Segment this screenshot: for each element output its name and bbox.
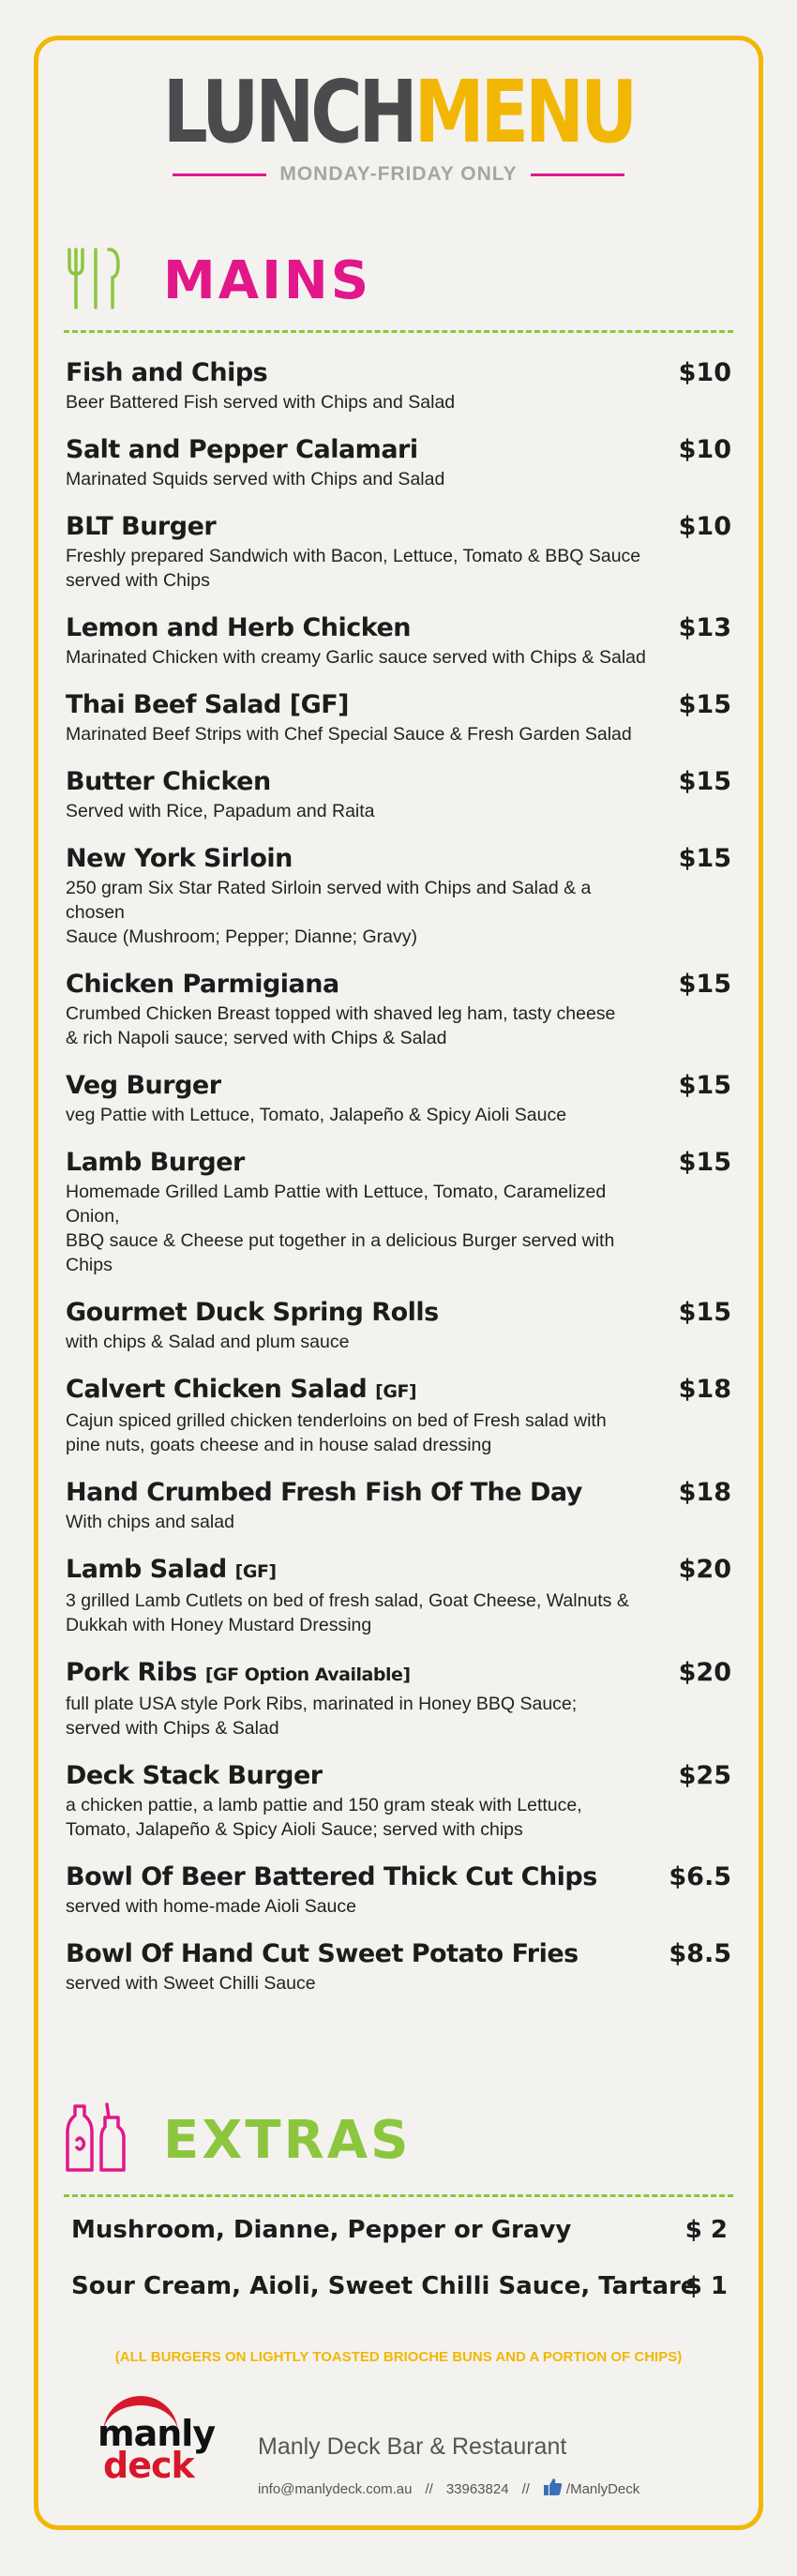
extras-list [71, 2213, 728, 2326]
menu-item-description: Marinated Chicken with creamy Garlic sauce served with Chips & Salad [66, 647, 646, 668]
menu-item-description: served with home-made Aioli Sauce [66, 1896, 356, 1917]
extra-item [71, 2269, 728, 2303]
sauce-bottles-icon [64, 2102, 139, 2178]
separator: // [521, 2480, 530, 2497]
item-name-text: Thai Beef Salad [GF] [66, 690, 350, 719]
menu-item-name [66, 1296, 731, 1330]
menu-item-name [66, 688, 731, 722]
item-name-text: Bowl Of Hand Cut Sweet Potato Fries [66, 1939, 579, 1968]
title-lunch: LUNCH [162, 62, 414, 162]
item-name-text: Salt and Pepper Calamari [66, 435, 418, 464]
mains-heading [64, 246, 371, 316]
manly-deck-logo [94, 2396, 216, 2490]
business-name: Manly Deck Bar & Restaurant [258, 2433, 567, 2460]
menu-item-description: 3 grilled Lamb Cutlets on bed of fresh salad, Goat Cheese, Walnuts & [66, 1590, 629, 1611]
subtitle-row [0, 163, 797, 186]
menu-item-name [66, 765, 731, 799]
menu-item-description: Tomato, Jalapeño & Spicy Aioli Sauce; served with chips [66, 1819, 523, 1840]
facebook-link[interactable] [543, 2477, 639, 2501]
item-name-text: Pork Ribs [66, 1658, 197, 1687]
menu-item-price: $13 [678, 613, 731, 642]
menu-item-description: Crumbed Chicken Breast topped with shaved leg ham, tasty cheese [66, 1003, 616, 1024]
menu-item-description: Sauce (Mushroom; Pepper; Dianne; Gravy) [66, 926, 417, 947]
logo-word-manly: manly [98, 2413, 216, 2454]
extra-item-name: Sour Cream, Aioli, Sweet Chilli Sauce, Tartare [71, 2272, 698, 2300]
menu-item [66, 1296, 731, 1354]
menu-item-name [66, 356, 731, 390]
page-title [72, 62, 726, 162]
menu-item-name [66, 1937, 731, 1971]
menu-item [66, 1553, 731, 1637]
menu-item-name [66, 433, 731, 467]
item-name-text: Gourmet Duck Spring Rolls [66, 1298, 439, 1327]
menu-item-price: $15 [678, 1071, 731, 1100]
separator: // [425, 2480, 433, 2497]
menu-item-description: pine nuts, goats cheese and in house salad dressing [66, 1435, 492, 1455]
menu-item-description: With chips and salad [66, 1512, 234, 1532]
item-name-text: Lamb Burger [66, 1148, 245, 1177]
item-name-text: Calvert Chicken Salad [66, 1375, 368, 1404]
menu-item [66, 611, 731, 670]
menu-item [66, 1656, 731, 1740]
menu-item-description: Freshly prepared Sandwich with Bacon, Lettuce, Tomato & BBQ Sauce [66, 546, 641, 566]
item-tag: [GF] [375, 1381, 417, 1402]
menu-item-price: $18 [678, 1375, 731, 1404]
menu-header [0, 62, 797, 186]
item-name-text: Chicken Parmigiana [66, 970, 339, 999]
menu-item [66, 765, 731, 823]
menu-item [66, 433, 731, 491]
menu-item [66, 1476, 731, 1534]
item-name-text: Fish and Chips [66, 358, 268, 387]
menu-item-description: Marinated Squids served with Chips and Salad [66, 469, 445, 490]
menu-item-name [66, 1656, 731, 1692]
extras-heading [64, 2102, 411, 2178]
menu-item-price: $20 [678, 1555, 731, 1584]
menu-item-description: Beer Battered Fish served with Chips and Salad [66, 392, 456, 413]
item-name-text: Lemon and Herb Chicken [66, 613, 412, 642]
item-name-text: BLT Burger [66, 512, 217, 541]
contact-line [258, 2477, 639, 2501]
menu-item-description: BBQ sauce & Cheese put together in a delicious Burger served with Chips [66, 1230, 615, 1275]
menu-item [66, 1860, 731, 1919]
menu-item-name [66, 1553, 731, 1589]
extra-item-price: $ 1 [684, 2272, 728, 2300]
menu-item-price: $8.5 [669, 1939, 731, 1968]
menu-item [66, 1937, 731, 1996]
menu-item-name [66, 510, 731, 544]
extras-title: EXTRAS [163, 2110, 412, 2171]
menu-item-price: $20 [678, 1658, 731, 1687]
subtitle-rule-right [531, 173, 624, 176]
menu-item-description: Marinated Beef Strips with Chef Special Sauce & Fresh Garden Salad [66, 724, 632, 745]
menu-item-description: Homemade Grilled Lamb Pattie with Lettuce, Tomato, Caramelized Onion, [66, 1182, 607, 1227]
facebook-handle: /ManlyDeck [565, 2480, 640, 2497]
menu-item-name [66, 842, 731, 876]
menu-item-price: $10 [678, 358, 731, 387]
menu-item-name [66, 1069, 731, 1103]
menu-item-price: $6.5 [669, 1862, 731, 1891]
subtitle: MONDAY-FRIDAY ONLY [279, 163, 518, 185]
menu-item-description: Cajun spiced grilled chicken tenderloins on bed of Fresh salad with [66, 1410, 607, 1431]
menu-item-description: & rich Napoli sauce; served with Chips & Salad [66, 1028, 447, 1048]
menu-item-price: $15 [678, 1298, 731, 1327]
mains-divider [64, 330, 733, 333]
menu-item-name [66, 1860, 731, 1894]
menu-item-description: served with Chips & Salad [66, 1718, 279, 1739]
menu-item-name [66, 1476, 731, 1510]
item-name-text: New York Sirloin [66, 844, 293, 873]
menu-item [66, 688, 731, 746]
menu-item-description: Served with Rice, Papadum and Raita [66, 801, 375, 821]
menu-item [66, 1373, 731, 1457]
menu-item-name [66, 968, 731, 1002]
menu-item [66, 1759, 731, 1842]
phone-number[interactable]: 33963824 [445, 2480, 509, 2497]
menu-item-description: Dukkah with Honey Mustard Dressing [66, 1615, 372, 1635]
menu-item [66, 510, 731, 593]
item-tag: [GF Option Available] [204, 1665, 411, 1685]
item-name-text: Bowl Of Beer Battered Thick Cut Chips [66, 1862, 597, 1891]
item-name-text: Butter Chicken [66, 767, 271, 796]
item-tag: [GF] [234, 1561, 277, 1582]
footer [94, 2396, 713, 2499]
mains-title: MAINS [163, 250, 372, 311]
menu-item-description: served with Chips [66, 570, 210, 591]
item-name-text: Lamb Salad [66, 1555, 227, 1584]
menu-item-description: a chicken pattie, a lamb pattie and 150 gram steak with Lettuce, [66, 1795, 582, 1815]
menu-item-description: veg Pattie with Lettuce, Tomato, Jalapeño & Spicy Aioli Sauce [66, 1105, 567, 1125]
logo-word-deck: deck [103, 2445, 194, 2486]
menu-item-price: $25 [678, 1761, 731, 1790]
menu-item-name [66, 611, 731, 645]
item-name-text: Veg Burger [66, 1071, 221, 1100]
menu-item-name [66, 1373, 731, 1409]
menu-item-price: $10 [678, 435, 731, 464]
fork-knife-icon [64, 246, 139, 316]
extra-item-name: Mushroom, Dianne, Pepper or Gravy [71, 2216, 572, 2244]
menu-item-price: $10 [678, 512, 731, 541]
extra-item [71, 2213, 728, 2247]
menu-item [66, 842, 731, 949]
menu-item-description: full plate USA style Pork Ribs, marinated in Honey BBQ Sauce; [66, 1694, 578, 1714]
menu-item [66, 968, 731, 1050]
email-link[interactable]: info@manlydeck.com.au [258, 2480, 413, 2497]
menu-item-price: $15 [678, 1148, 731, 1177]
extras-divider [64, 2194, 733, 2197]
facebook-thumb-icon [543, 2477, 564, 2501]
menu-item-price: $15 [678, 767, 731, 796]
menu-item-description: served with Sweet Chilli Sauce [66, 1973, 316, 1994]
menu-item-name [66, 1146, 731, 1180]
subtitle-rule-left [173, 173, 266, 176]
item-name-text: Hand Crumbed Fresh Fish Of The Day [66, 1478, 582, 1507]
menu-item-price: $15 [678, 690, 731, 719]
menu-item-description: with chips & Salad and plum sauce [66, 1332, 350, 1352]
menu-item-price: $18 [678, 1478, 731, 1507]
item-name-text: Deck Stack Burger [66, 1761, 323, 1790]
menu-item-name [66, 1759, 731, 1793]
menu-item [66, 1069, 731, 1127]
menu-item [66, 1146, 731, 1277]
menu-item-price: $15 [678, 844, 731, 873]
title-menu: MENU [414, 62, 635, 162]
menu-item-price: $15 [678, 970, 731, 999]
menu-item [66, 356, 731, 414]
burger-note: (ALL BURGERS ON LIGHTLY TOASTED BRIOCHE BUNS AND A PORTION OF CHIPS) [114, 2349, 683, 2365]
mains-list [66, 356, 731, 2014]
menu-item-description: 250 gram Six Star Rated Sirloin served with Chips and Salad & a chosen [66, 878, 592, 923]
extra-item-price: $ 2 [684, 2216, 728, 2244]
